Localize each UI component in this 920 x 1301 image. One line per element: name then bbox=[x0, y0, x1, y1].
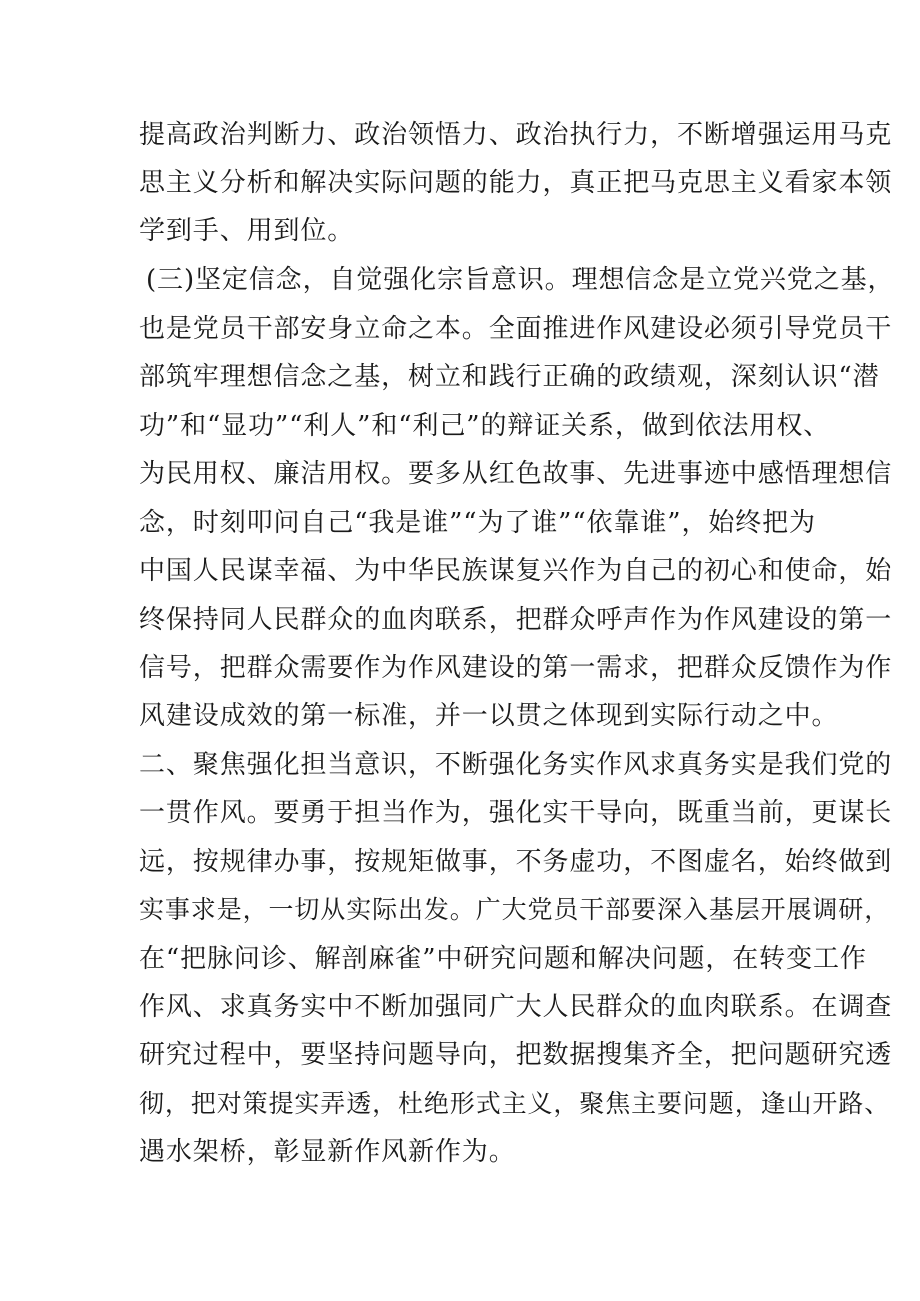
text-line: 为民用权、廉洁用权。要多从红色故事、先进事迹中感悟理想信 bbox=[139, 459, 893, 489]
text-line: 也是党员干部安身立命之本。全面推进作风建设必须引导党员干 bbox=[139, 314, 893, 344]
text-line: 一贯作风。要勇于担当作为，强化实干导向，既重当前，更谋长 bbox=[139, 798, 893, 828]
text-line: 功”和“显功”“利人”和“利己”的辩证关系，做到依法用权、 bbox=[139, 411, 831, 441]
text-line: 信号，把群众需要作为作风建设的第一需求，把群众反馈作为作 bbox=[139, 653, 893, 683]
text-line: 思主义分析和解决实际问题的能力，真正把马克思主义看家本领 bbox=[139, 168, 893, 198]
section-heading-line: 二、聚焦强化担当意识，不断强化务实作风求真务实是我们党的 bbox=[139, 750, 893, 780]
text-line: 中国人民谋幸福、为中华民族谋复兴作为自己的初心和使命，始 bbox=[139, 556, 893, 586]
text-line: 远，按规律办事，按规矩做事，不务虚功，不图虚名，始终做到 bbox=[139, 847, 893, 877]
text-line: 念，时刻叩问自己“我是谁”“为了谁”“依靠谁”，始终把为 bbox=[139, 508, 816, 538]
text-line: 终保持同人民群众的血肉联系，把群众呼声作为作风建设的第一 bbox=[139, 605, 893, 635]
section-heading-line: (三)坚定信念，自觉强化宗旨意识。理想信念是立党兴党之基， bbox=[146, 265, 895, 295]
text-line: 作风、求真务实中不断加强同广大人民群众的血肉联系。在调查 bbox=[139, 992, 893, 1022]
text-line: 实事求是，一切从实际出发。广大党员干部要深入基层开展调研， bbox=[139, 895, 891, 924]
text-line: 研究过程中，要坚持问题导向，把数据搜集齐全，把问题研究透 bbox=[139, 1040, 893, 1070]
text-line: 部筑牢理想信念之基，树立和践行正确的政绩观，深刻认识“潜 bbox=[139, 362, 880, 392]
text-line: 彻，把对策提实弄透，杜绝形式主义，聚焦主要问题，逢山开路、 bbox=[139, 1089, 891, 1118]
text-line: 遇水架桥，彰显新作风新作为。 bbox=[139, 1137, 516, 1167]
text-line: 在“把脉问诊、解剖麻雀”中研究问题和解决问题，在转变工作 bbox=[139, 944, 867, 974]
text-line: 提高政治判断力、政治领悟力、政治执行力，不断增强运用马克 bbox=[139, 120, 893, 150]
text-line: 风建设成效的第一标准，并一以贯之体现到实际行动之中。 bbox=[139, 701, 839, 731]
text-line: 学到手、用到位。 bbox=[139, 216, 355, 246]
